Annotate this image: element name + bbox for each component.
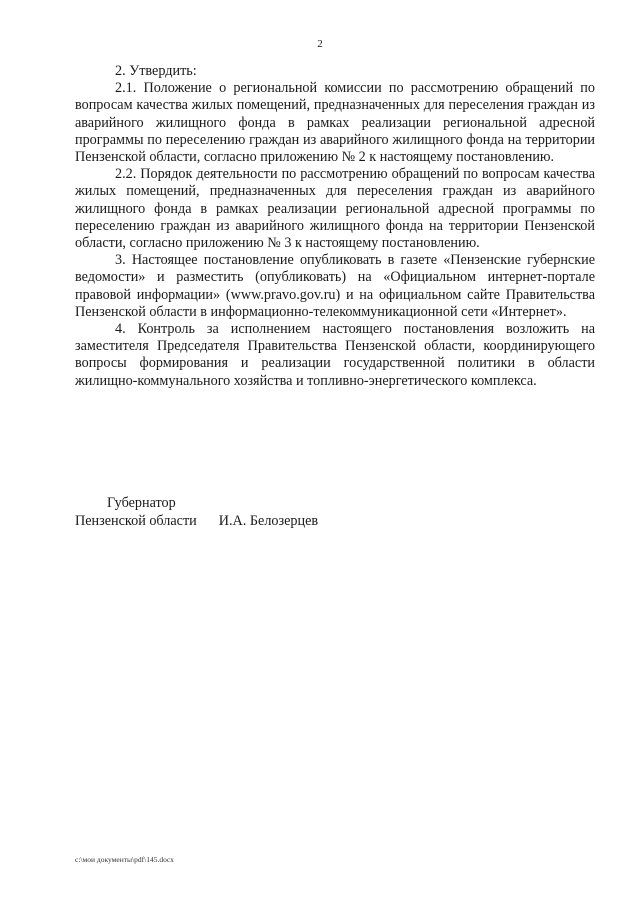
signature-block [75,494,395,530]
signature-line [75,512,395,530]
paragraph-2-1: 2.1. Положение о региональной комиссии по рассмотрению обращений по вопросам качества жилых помещений, предназначенных для переселения граждан из аварийного жилищного фонда в рамках реализации региональной адресной программы по переселению граждан из аварийного жилищного фонда на территории Пензенской области, согласно приложению № 2 к настоящему постановлению. [75,80,595,166]
file-path-footer: c:\мои документы\pdf\145.docx [75,855,174,864]
paragraph-2-2: 2.2. Порядок деятельности по рассмотрению обращений по вопросам качества жилых помещений, предназначенных для переселения граждан из аварийного жилищного фонда в рамках реализации региональной адресной программы по переселению граждан из аварийного жилищного фонда на территории Пензенской области, согласно приложению № 3 к настоящему постановлению. [75,166,595,252]
paragraph-4: 4. Контроль за исполнением настоящего постановления возложить на заместителя Председателя Правительства Пензенской области, координирующего вопросы формирования и реализации государственной политики в области жилищно-коммунального хозяйства и топливно-энергетического комплекса. [75,321,595,389]
signature-region: Пензенской области [75,513,197,529]
paragraph-3: 3. Настоящее постановление опубликовать в газете «Пензенские губернские ведомости» и разместить (опубликовать) на «Официальном интернет-портале правовой информации» (www.pravo.gov.ru) и на официальном сайте Правительства Пензенской области в информационно-телекоммуникационной сети «Интернет». [75,252,595,320]
page-number: 2 [317,38,323,50]
paragraph-approve: 2. Утвердить: [115,63,197,79]
document-body [75,63,595,390]
signature-title: Губернатор [107,495,176,511]
signature-name: И.А. Белозерцев [218,513,319,529]
